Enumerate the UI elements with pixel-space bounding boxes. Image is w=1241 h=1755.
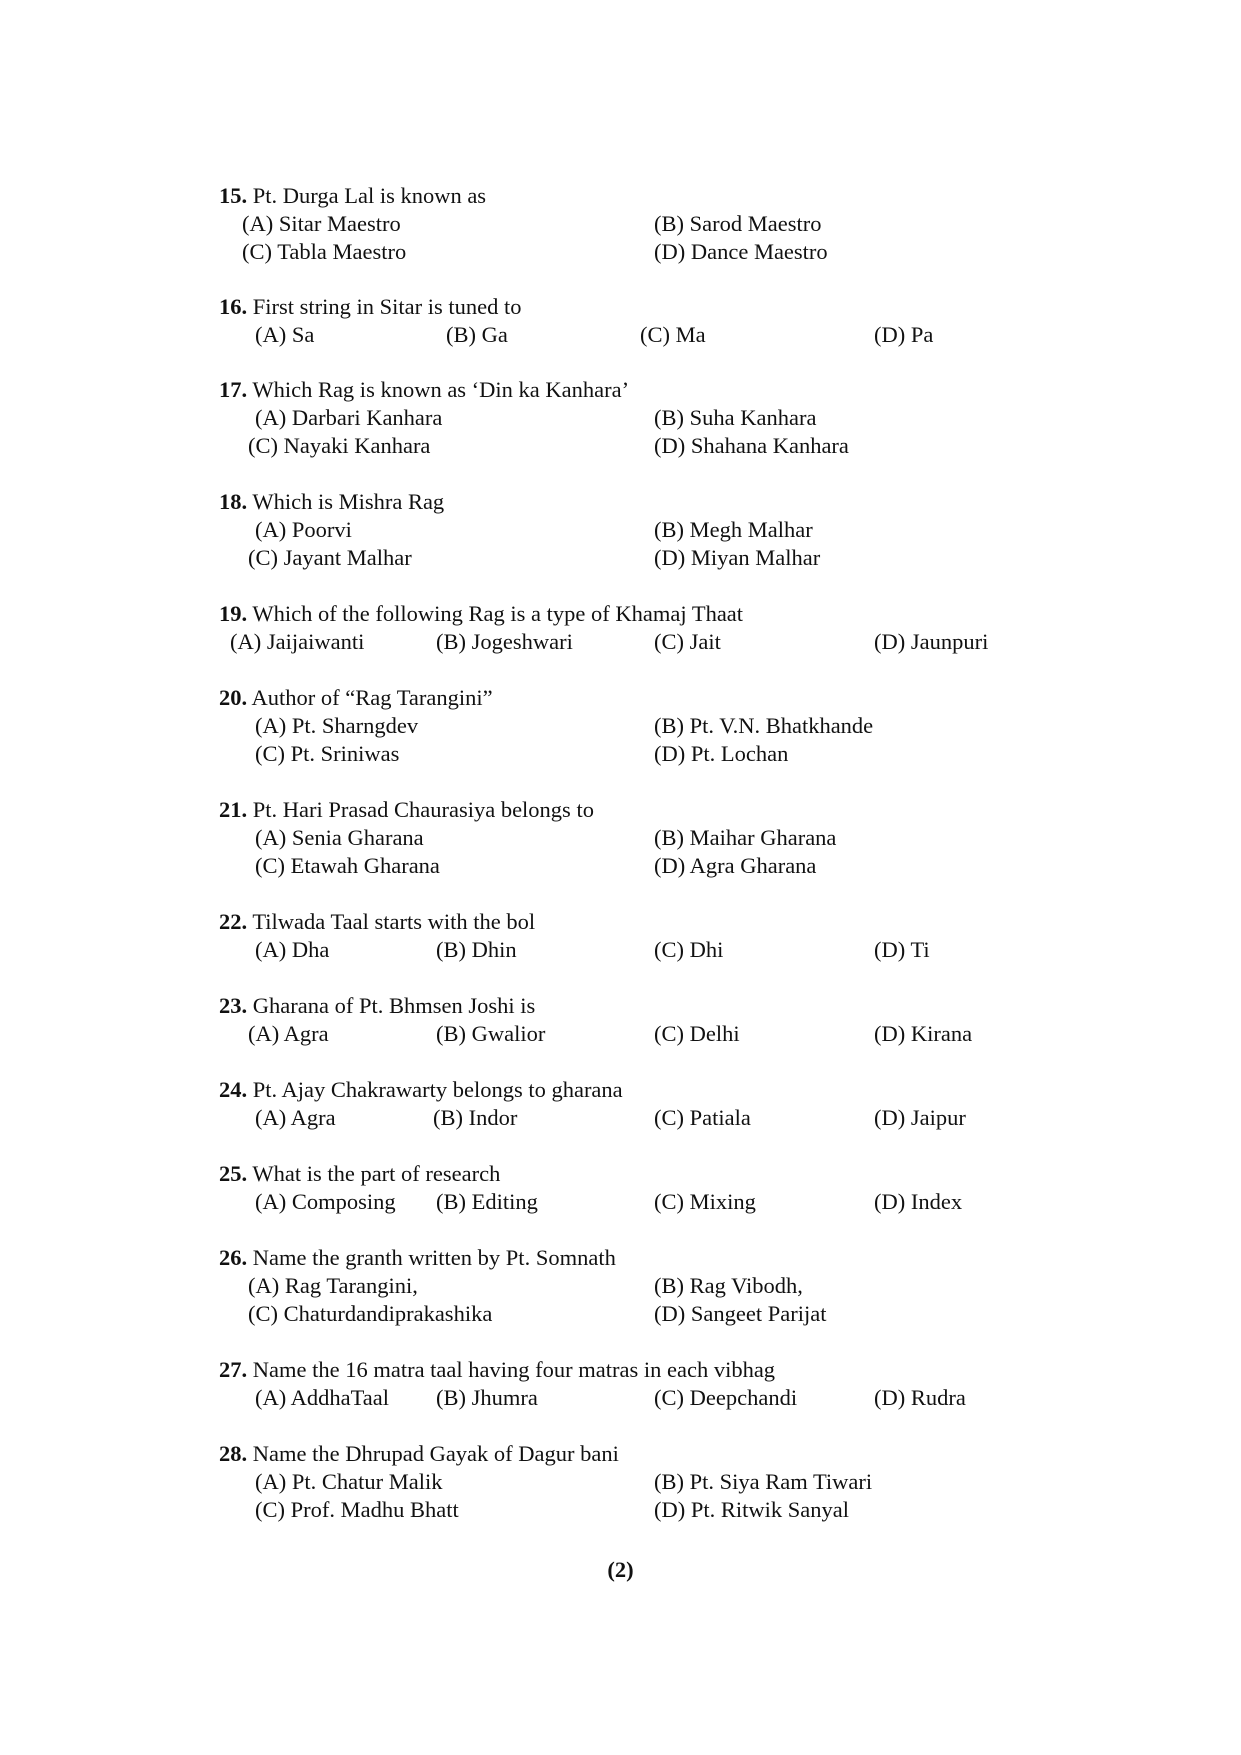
question-text: Name the Dhrupad Gayak of Dagur bani	[252, 1441, 619, 1466]
option-b: (B) Dhin	[436, 937, 517, 962]
option-d: (D) Jaunpuri	[874, 629, 989, 654]
option-b: (B) Rag Vibodh,	[654, 1273, 803, 1298]
option-b: (B) Pt. Siya Ram Tiwari	[654, 1469, 873, 1494]
option-c: (C) Mixing	[654, 1189, 756, 1214]
option-d: (D) Kirana	[874, 1021, 973, 1046]
option-b: (B) Maihar Gharana	[654, 825, 837, 850]
question-number: 15.	[219, 183, 248, 208]
option-c: (C) Ma	[640, 322, 706, 347]
option-a: (A) Poorvi	[255, 517, 352, 542]
question-text: Which is Mishra Rag	[252, 489, 445, 514]
option-b: (B) Indor	[433, 1105, 518, 1130]
question-stem	[219, 992, 1119, 1020]
question-stem	[219, 182, 1119, 210]
question-stem	[219, 684, 1119, 712]
option-b: (B) Suha Kanhara	[654, 405, 817, 430]
option-c: (C) Jait	[654, 629, 721, 654]
question-text: Name the granth written by Pt. Somnath	[252, 1245, 616, 1270]
question-18	[219, 488, 1119, 572]
question-stem	[219, 908, 1119, 936]
option-c: (C) Delhi	[654, 1021, 740, 1046]
option-b: (B) Megh Malhar	[654, 517, 813, 542]
option-a: (A) Jaijaiwanti	[230, 629, 365, 654]
option-c: (C) Tabla Maestro	[242, 239, 407, 264]
option-c: (C) Chaturdandiprakashika	[248, 1301, 493, 1326]
option-c: (C) Dhi	[654, 937, 724, 962]
question-text: Gharana of Pt. Bhmsen Joshi is	[252, 993, 536, 1018]
option-d: (D) Pa	[874, 322, 934, 347]
option-d: (D) Rudra	[874, 1385, 966, 1410]
question-stem	[219, 1160, 1119, 1188]
option-b: (B) Pt. V.N. Bhatkhande	[654, 713, 874, 738]
question-20	[219, 684, 1119, 768]
question-text: What is the part of research	[252, 1161, 501, 1186]
option-b: (B) Gwalior	[436, 1021, 546, 1046]
question-text: Tilwada Taal starts with the bol	[252, 909, 536, 934]
question-21	[219, 796, 1119, 880]
option-d: (D) Shahana Kanhara	[654, 433, 849, 458]
question-number: 23.	[219, 993, 248, 1018]
question-28	[219, 1440, 1119, 1524]
option-b: (B) Ga	[446, 322, 508, 347]
question-number: 16.	[219, 294, 248, 319]
question-stem	[219, 796, 1119, 824]
question-text: Pt. Ajay Chakrawarty belongs to gharana	[252, 1077, 623, 1102]
option-b: (B) Jogeshwari	[436, 629, 573, 654]
question-number: 20.	[219, 685, 248, 710]
question-number: 22.	[219, 909, 248, 934]
question-text: Name the 16 matra taal having four matras in each vibhag	[252, 1357, 776, 1382]
option-d: (D) Pt. Lochan	[654, 741, 789, 766]
question-number: 19.	[219, 601, 248, 626]
question-number: 17.	[219, 377, 248, 402]
question-stem	[219, 600, 1119, 628]
question-stem	[219, 1244, 1119, 1272]
option-c: (C) Prof. Madhu Bhatt	[255, 1497, 459, 1522]
option-d: (D) Pt. Ritwik Sanyal	[654, 1497, 849, 1522]
question-stem	[219, 376, 1119, 404]
question-number: 26.	[219, 1245, 248, 1270]
option-a: (A) Senia Gharana	[255, 825, 424, 850]
option-c: (C) Pt. Sriniwas	[255, 741, 400, 766]
question-stem	[219, 1356, 1119, 1384]
option-a: (A) Darbari Kanhara	[255, 405, 443, 430]
question-number: 21.	[219, 797, 248, 822]
option-a: (A) Pt. Chatur Malik	[255, 1469, 443, 1494]
question-number: 25.	[219, 1161, 248, 1186]
question-stem	[219, 1440, 1119, 1468]
question-16	[219, 293, 1119, 349]
question-stem	[219, 488, 1119, 516]
option-d: (D) Agra Gharana	[654, 853, 817, 878]
option-d: (D) Index	[874, 1189, 963, 1214]
option-d: (D) Dance Maestro	[654, 239, 828, 264]
question-stem	[219, 293, 1119, 321]
question-text: Pt. Durga Lal is known as	[252, 183, 487, 208]
option-d: (D) Miyan Malhar	[654, 545, 821, 570]
option-a: (A) Sa	[255, 322, 315, 347]
option-d: (D) Jaipur	[874, 1105, 966, 1130]
question-15	[219, 182, 1119, 266]
option-c: (C) Deepchandi	[654, 1385, 798, 1410]
option-c: (C) Patiala	[654, 1105, 751, 1130]
question-text: Which Rag is known as ‘Din ka Kanhara’	[252, 377, 630, 402]
option-a: (A) Agra	[248, 1021, 329, 1046]
question-number: 27.	[219, 1357, 248, 1382]
option-c: (C) Etawah Gharana	[255, 853, 440, 878]
question-text: Which of the following Rag is a type of Khamaj Thaat	[252, 601, 744, 626]
question-stem	[219, 1076, 1119, 1104]
page-number: (2)	[607, 1557, 634, 1582]
question-number: 28.	[219, 1441, 248, 1466]
question-27	[219, 1356, 1119, 1412]
question-19	[219, 600, 1119, 656]
option-a: (A) Rag Tarangini,	[248, 1273, 418, 1298]
option-d: (D) Ti	[874, 937, 930, 962]
option-b: (B) Editing	[436, 1189, 538, 1214]
question-text: Author of “Rag Tarangini”	[251, 685, 493, 710]
question-text: Pt. Hari Prasad Chaurasiya belongs to	[252, 797, 594, 822]
question-number: 18.	[219, 489, 248, 514]
option-a: (A) Agra	[255, 1105, 336, 1130]
option-b: (B) Sarod Maestro	[654, 211, 822, 236]
option-d: (D) Sangeet Parijat	[654, 1301, 827, 1326]
question-17	[219, 376, 1119, 460]
option-a: (A) Sitar Maestro	[242, 211, 401, 236]
question-number: 24.	[219, 1077, 248, 1102]
question-26	[219, 1244, 1119, 1328]
option-c: (C) Jayant Malhar	[248, 545, 412, 570]
question-24	[219, 1076, 1119, 1132]
option-a: (A) Composing	[255, 1189, 396, 1214]
option-a: (A) Dha	[255, 937, 330, 962]
option-a: (A) AddhaTaal	[255, 1385, 390, 1410]
option-c: (C) Nayaki Kanhara	[248, 433, 431, 458]
question-22	[219, 908, 1119, 964]
option-a: (A) Pt. Sharngdev	[255, 713, 419, 738]
question-25	[219, 1160, 1119, 1216]
question-23	[219, 992, 1119, 1048]
question-text: First string in Sitar is tuned to	[252, 294, 522, 319]
option-b: (B) Jhumra	[436, 1385, 538, 1410]
